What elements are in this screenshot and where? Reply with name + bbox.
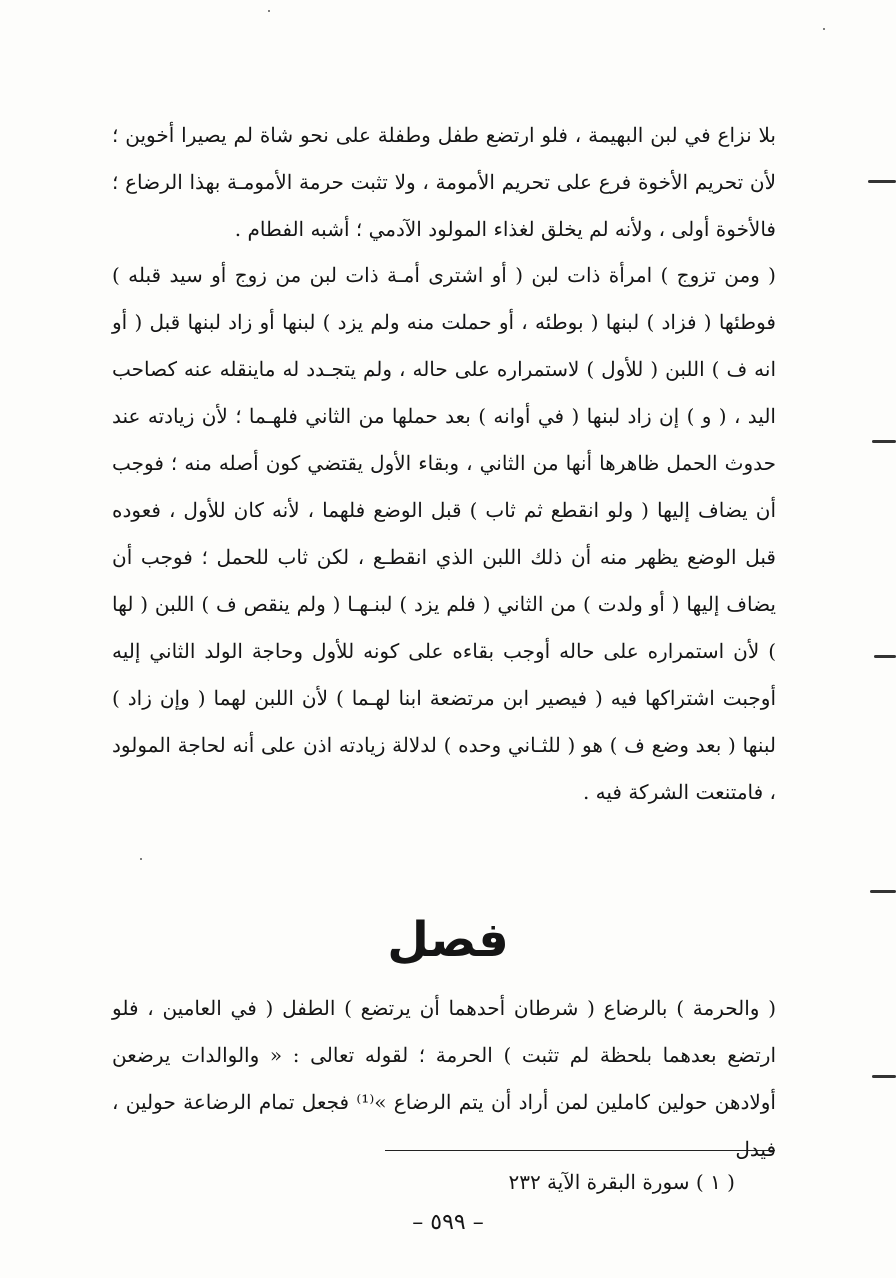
margin-scan-mark xyxy=(872,440,896,443)
margin-scan-mark xyxy=(874,655,896,658)
section-heading: فصل xyxy=(387,912,509,968)
footnote: ( ١ ) سورة البقرة الآية ٢٣٢ xyxy=(508,1170,735,1194)
scan-speck xyxy=(140,858,142,860)
margin-scan-mark xyxy=(872,1075,896,1078)
body-paragraph: بلا نزاع في لبن البهيمة ، فلو ارتضع طفل وطفلة على نحو شاة لم يصيرا أخوين ؛ لأن تحريم الأخوة فرع على تحريم الأمومة ، ولا تثبت حرمة الأمومـة بهذا الرضاع ؛ فالأخوة أولى ، ولأنه لم يخلق لغذاء المولود الآدمي ؛ أشبه الفطام . xyxy=(112,123,776,241)
body-paragraph: ( ومن تزوج ) امرأة ذات لبن ( أو اشترى أمـة ذات لبن من زوج أو سيد قبله ) فوطئها ( فزاد ) لبنها ( بوطئه ، أو حملت منه ولم يزد ) لبنها أو زاد لبنها قبل ( أو انه ف ) اللبن ( للأول ) لاستمراره على حاله ، ولم يتجـدد له ماينقله عنه كصاحب اليد ، ( و ) إن زاد لبنها ( في أوانه ) بعد حملها من الثاني فلهـما ؛ لأن زيادته عند حدوث الحمل ظاهرها أنها من الثاني ، وبقاء الأول يقتضي كون أصله منه ؛ فوجب أن يضاف إليها ( ولو انقطع ثم ثاب ) قبل الوضع فلهما ، لأنه كان للأول ، فعوده قبل الوضع يظهر منه أن ذلك اللبن الذي انقطـع ، لكن ثاب للحمل ؛ فوجب أن يضاف إليها ( أو ولدت ) من الثاني ( فلم يزد ) لبنـهـا ( ولم ينقص ف ) اللبن ( لها ) لأن استمراره على حاله أوجب بقاءه على كونه للأول وحاجة الولد الثاني إليه أوجبت اشتراكها فيه ( فيصير ابن مرتضعة ابنا لهـما ) لأن اللبن لهما ( وإن زاد ) لبنها ( بعد وضع ف ) هو ( للثـاني وحده ) لدلالة زيادته اذن على أنه لحاجة المولود ، فامتنعت الشركة فيه . xyxy=(112,263,777,804)
section-paragraph: ( والحرمة ) بالرضاع ( شرطان أحدهما أن يرتضع ) الطفل ( في العامين ، فلو ارتضع بعدهما بلحظة لم تثبت ) الحرمة ؛ لقوله تعالى : « والوالدات يرضعن أولادهن حولين كاملين لمن أراد أن يتم الرضاع »⁽¹⁾ فجعل تمام الرضاعة حولين ، فيدل xyxy=(112,996,776,1161)
page-number: – ٥٩٩ – xyxy=(412,1210,484,1235)
margin-scan-mark xyxy=(868,180,896,183)
margin-scan-mark xyxy=(870,890,896,893)
scan-speck xyxy=(268,10,270,12)
footnote-divider xyxy=(385,1150,775,1151)
scan-speck xyxy=(823,28,825,30)
